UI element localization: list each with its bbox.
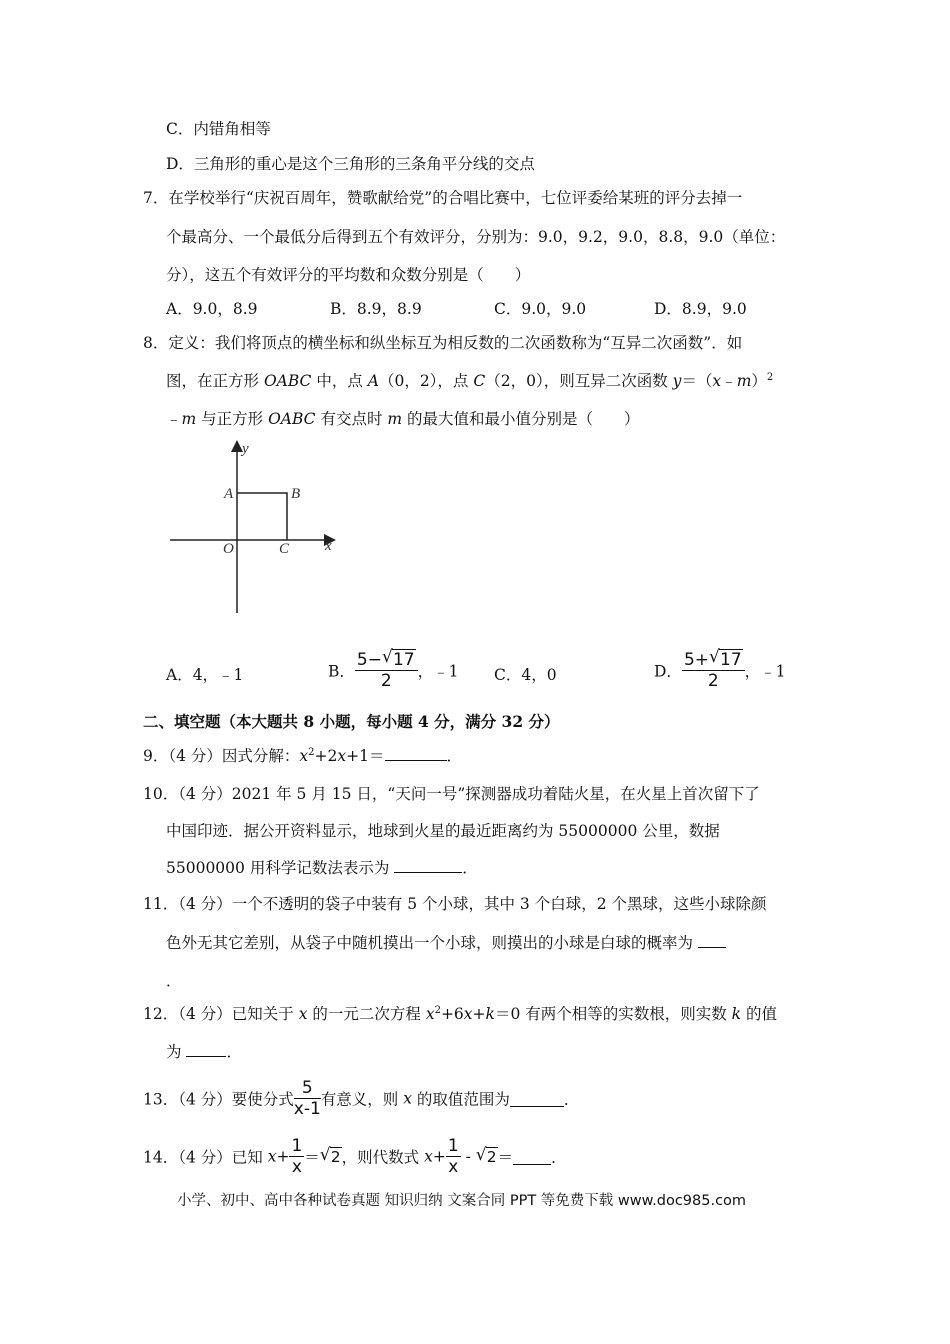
q7-option-d: D．8.9，9.0 bbox=[654, 300, 747, 318]
q12-answer-blank[interactable] bbox=[186, 1041, 226, 1057]
q8-line-1: 8．定义：我们将顶点的横坐标和纵坐标互为相反数的二次函数称为“互异二次函数”．如 bbox=[143, 334, 743, 352]
q8-option-d: D． 5+ √ 17 2 ，﹣1 bbox=[654, 647, 786, 691]
q10-line-3: 55000000 用科学记数法表示为 ． bbox=[166, 859, 478, 877]
label-b: B bbox=[291, 486, 301, 502]
q7-option-b: B．8.9，8.9 bbox=[330, 300, 422, 318]
q6-option-c: C．内错角相等 bbox=[166, 120, 271, 138]
footer-text: 小学、初中、高中各种试卷真题 知识归纳 文案合同 PPT 等免费下载 www.doc985.com bbox=[177, 1193, 747, 1209]
q10-line-1: 10．（4 分）2021 年 5 月 15 日，“天问一号”探测器成功着陆火星，在火星上首次留下了 bbox=[143, 785, 760, 803]
q8-option-c: C．4，0 bbox=[494, 666, 557, 684]
label-x: x bbox=[325, 538, 332, 554]
q11-line-2: 色外无其它差别，从袋子中随机摸出一个小球，则摸出的小球是白球的概率为 bbox=[166, 932, 726, 954]
square-oabc bbox=[237, 493, 287, 540]
q11-line-3: ． bbox=[166, 972, 182, 990]
q8-line-3: ﹣m 与正方形 OABC 有交点时 m 的最大值和最小值分别是（ ） bbox=[166, 410, 640, 428]
q7-option-c: C．9.0，9.0 bbox=[494, 300, 587, 318]
q9-answer-blank[interactable] bbox=[385, 745, 447, 761]
q10-line-2: 中国印迹．据公开资料显示，地球到火星的最近距离约为 55000000 公里，数据 bbox=[166, 822, 720, 840]
label-y: y bbox=[242, 441, 249, 457]
label-a: A bbox=[224, 486, 234, 502]
q11-answer-blank[interactable] bbox=[698, 932, 726, 948]
q7-line-1: 7．在学校举行“庆祝百周年，赞歌献给党”的合唱比赛中，七位评委给某班的评分去掉一 bbox=[143, 189, 743, 207]
q8-option-a: A．4，﹣1 bbox=[166, 666, 244, 684]
q7-line-3: 分），这五个有效评分的平均数和众数分别是（ ） bbox=[166, 266, 531, 284]
q8-option-b: B． 5− √ 17 2 ，﹣1 bbox=[328, 647, 459, 691]
q13: 13．（4 分）要使分式 $\frac{5}{x-1}$ 有意义，则 x 的取值范围为 ． bbox=[143, 1078, 580, 1119]
q12-line-1: 12．（4 分）已知关于 x 的一元二次方程 $x^2+6x+k=0$ 有两个相等的实数根，则实数 k 的值 bbox=[143, 1005, 778, 1023]
q6-option-d: D．三角形的重心是这个三角形的三条角平分线的交点 bbox=[166, 155, 535, 173]
q13-answer-blank[interactable] bbox=[510, 1091, 564, 1107]
q7-option-a: A．9.0，8.9 bbox=[166, 300, 258, 318]
q10-answer-blank[interactable] bbox=[394, 857, 462, 873]
q8-coordinate-figure bbox=[165, 435, 355, 620]
q12-line-2: 为 ． bbox=[166, 1043, 242, 1061]
q14-answer-blank[interactable] bbox=[513, 1149, 551, 1165]
q8-line-2: 图，在正方形 OABC 中，点 A（0，2），点 C（2，0），则互异二次函数 y＝（x﹣m）$^2$ bbox=[166, 372, 774, 390]
label-c: C bbox=[279, 541, 290, 557]
section-2-heading: 二、填空题（本大题共 8 小题，每小题 4 分，满分 32 分） bbox=[143, 712, 560, 731]
q14: 14．（4 分）已知 x+ $\frac{1}{x}$ ＝ √ 2，则代数式 x+ $\frac{1}{x}$ - √ 2＝ ． bbox=[143, 1136, 567, 1177]
q7-line-2: 个最高分、一个最低分后得到五个有效评分，分别为：9.0，9.2，9.0，8.8，9.0（单位： bbox=[166, 228, 786, 246]
label-o: O bbox=[223, 541, 234, 557]
q9: 9．（4 分）因式分解：$x^2+2x+1=$ ． bbox=[143, 747, 463, 765]
q11-line-1: 11．（4 分）一个不透明的袋子中装有 5 个小球，其中 3 个白球，2 个黑球，这些小球除颜 bbox=[143, 895, 767, 913]
